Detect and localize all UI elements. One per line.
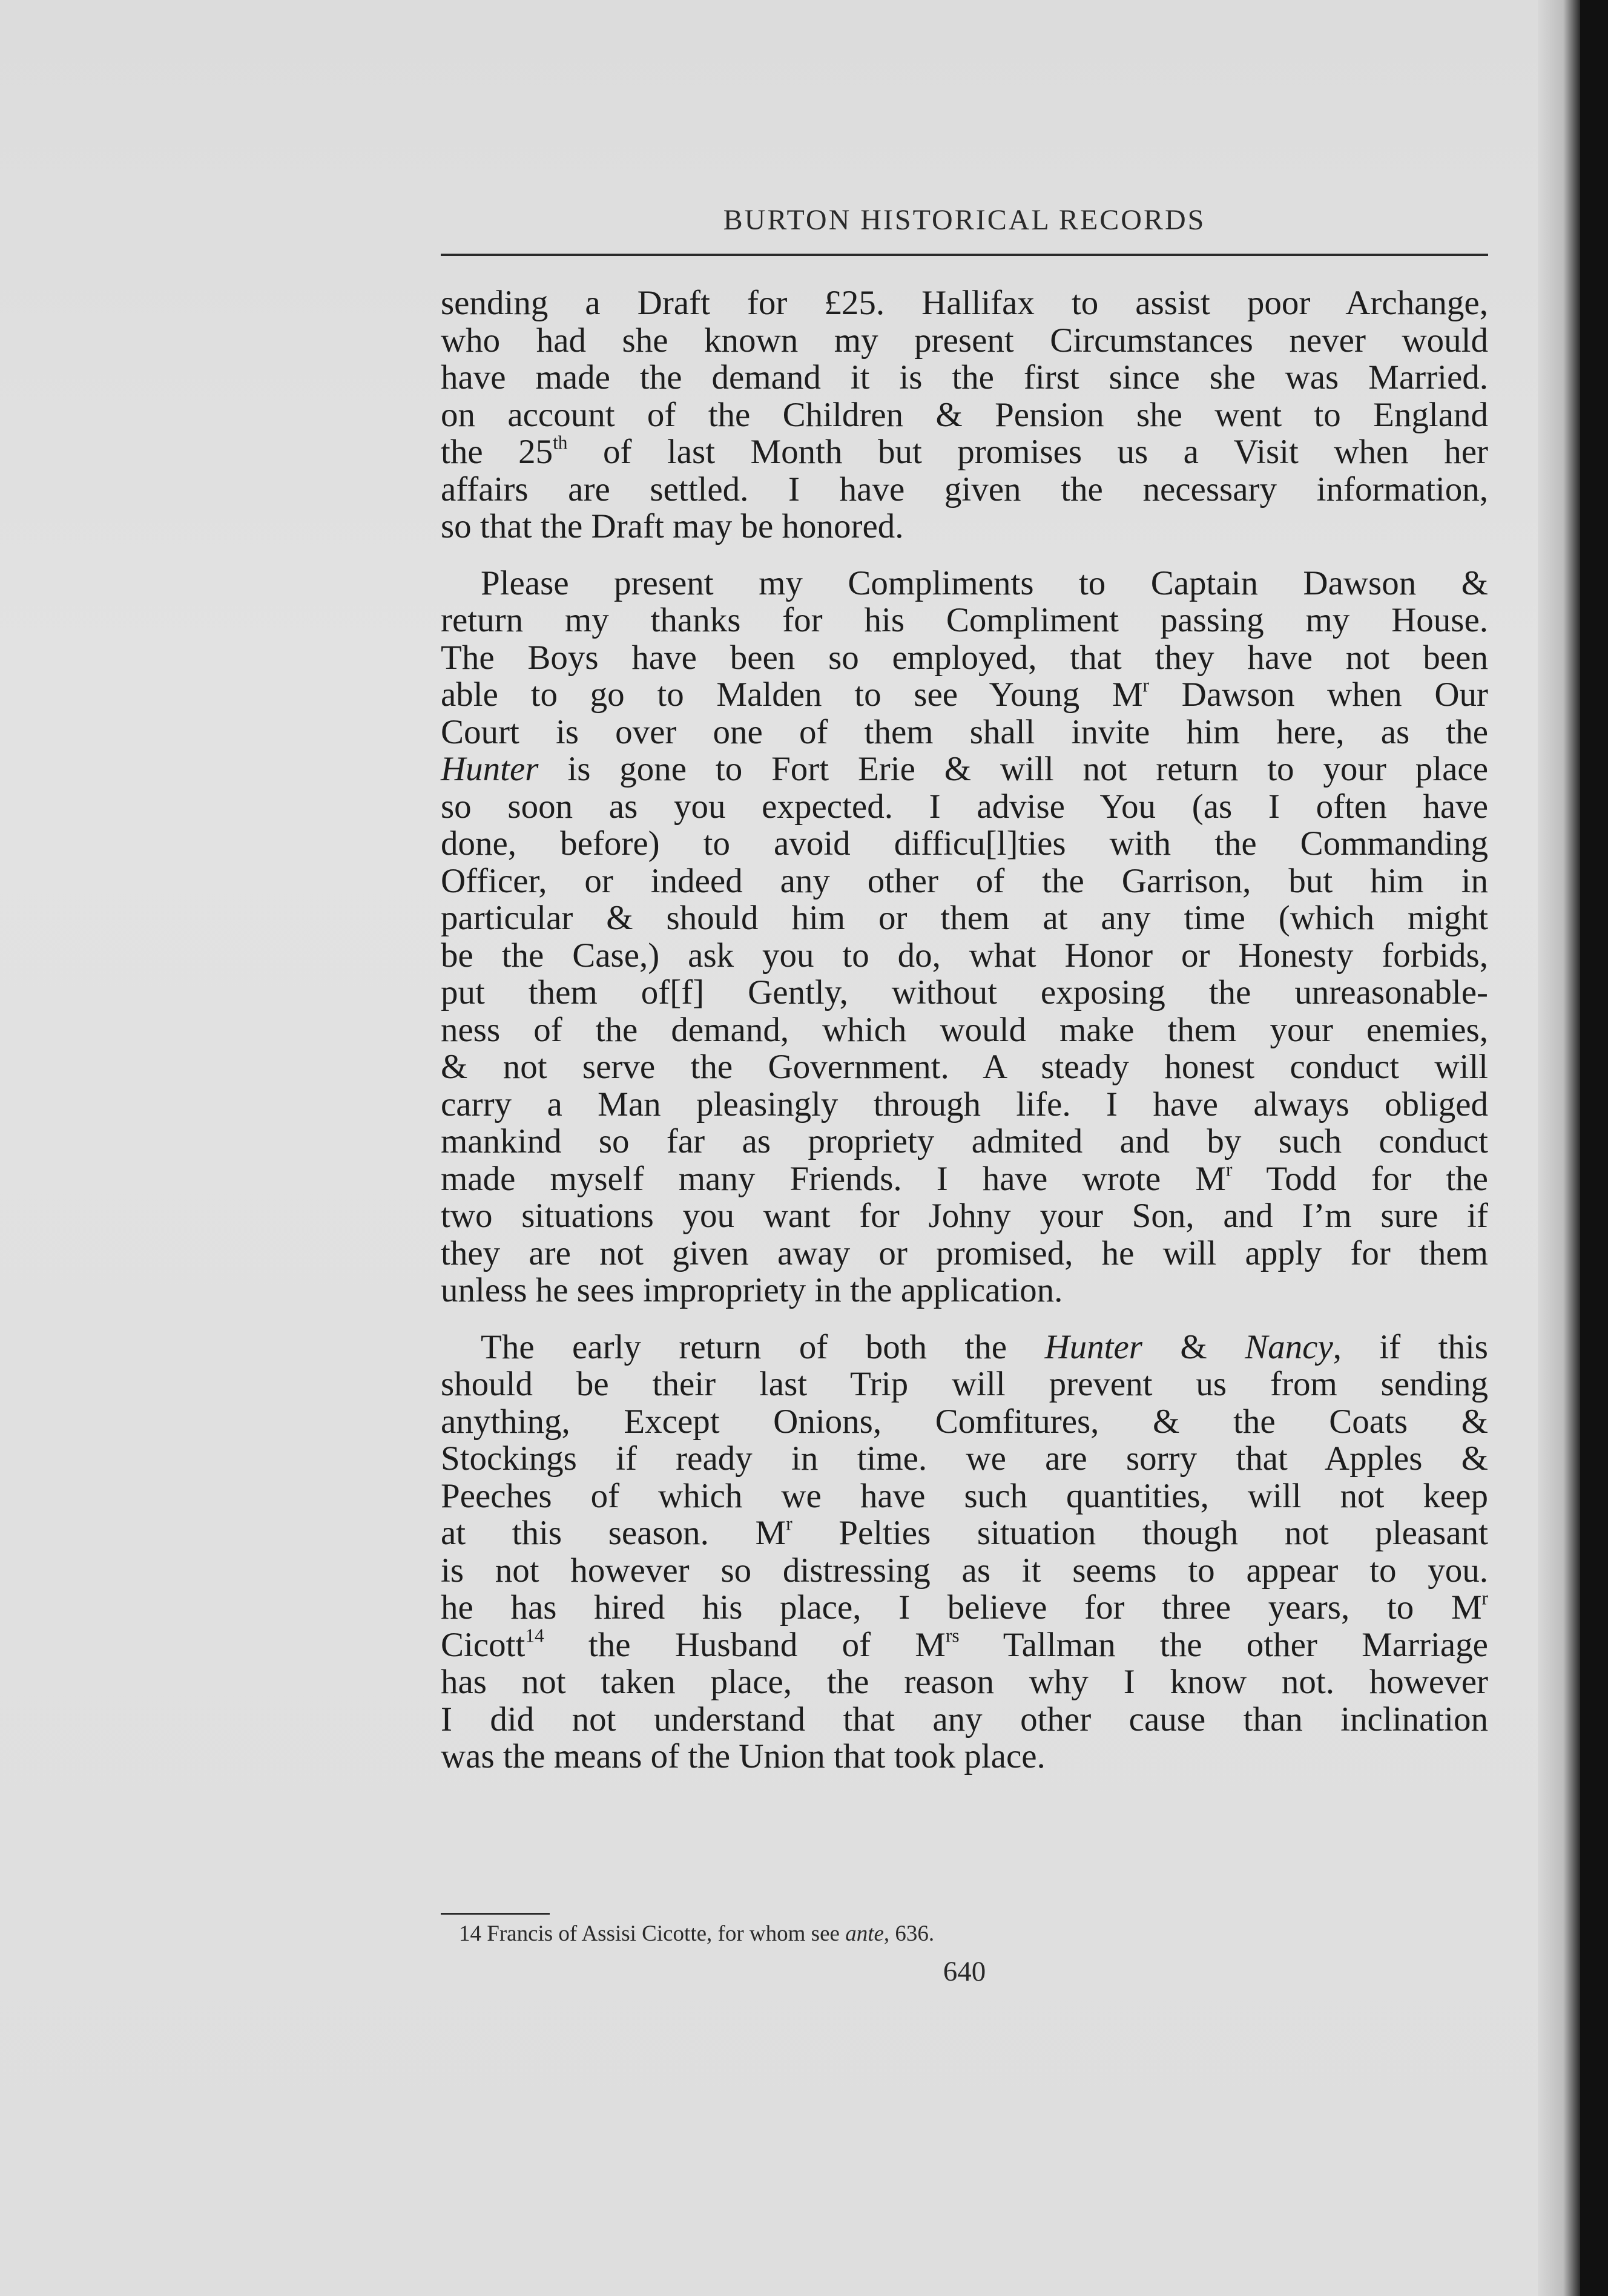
text-run: I did not understand that any other cause than inclination (441, 1700, 1488, 1738)
superscript: r (1225, 1159, 1233, 1180)
text-line (441, 322, 1488, 360)
superscript: 14 (525, 1625, 544, 1646)
text-line (441, 1011, 1488, 1049)
text-line (441, 788, 1488, 826)
text-run: The early return of both the (481, 1327, 1045, 1366)
text-line (441, 433, 1488, 471)
footnote-text: Francis of Assisi Cicotte, for whom see (487, 1921, 846, 1946)
running-head: BURTON HISTORICAL RECORDS (723, 204, 1206, 236)
text-run: , if this (1333, 1327, 1488, 1366)
text-run: & not serve the Government. A steady honest conduct will (441, 1048, 1488, 1086)
header-rule (441, 254, 1488, 256)
text-run: they are not given away or promised, he will apply for them (441, 1234, 1488, 1272)
text-line (441, 676, 1488, 714)
text-run: the 25 (441, 433, 553, 471)
footnote (459, 1919, 934, 1949)
italic-text: Nancy (1245, 1327, 1333, 1366)
torn-page-edge (1538, 0, 1580, 2296)
text-run: sending a Draft for £25. Hallifax to assist poor Archange, (441, 284, 1488, 322)
text-run: return my thanks for his Compliment passing my House. (441, 601, 1488, 639)
footnote-rule (441, 1913, 550, 1915)
text-line (441, 1552, 1488, 1590)
paragraph (441, 565, 1488, 1309)
paragraph-gap (441, 1309, 1488, 1329)
footnote-ref-page: , 636. (883, 1921, 935, 1946)
text-line (441, 825, 1488, 863)
text-run: is not however so distressing as it seems to appear to you. (441, 1551, 1488, 1590)
text-line (441, 1329, 1488, 1366)
text-run: put them of[f] Gently, without exposing the unreasonable- (441, 973, 1488, 1011)
text-run: Pelties situation though not pleasant (792, 1514, 1488, 1552)
text-run: two situations you want for Johny your Son, and I’m sure if (441, 1197, 1488, 1235)
text-run: have made the demand it is the first since she was Married. (441, 358, 1488, 396)
text-line (441, 1478, 1488, 1515)
text-run: affairs are settled. I have given the necessary information, (441, 470, 1488, 508)
text-line (441, 974, 1488, 1011)
text-run: The Boys have been so employed, that they have not been (441, 638, 1488, 677)
text-line (441, 1701, 1488, 1738)
text-run: who had she known my present Circumstances never would (441, 321, 1488, 360)
footnote-ref-italic: ante (845, 1921, 884, 1946)
superscript: rs (945, 1625, 960, 1646)
text-run: at this season. M (441, 1514, 786, 1552)
text-line (441, 1589, 1488, 1627)
text-run: Officer, or indeed any other of the Garrison, but him in (441, 861, 1488, 900)
text-line (441, 1160, 1488, 1198)
paragraph-gap (441, 545, 1488, 565)
text-run: Court is over one of them shall invite him here, as the (441, 712, 1488, 751)
superscript: r (786, 1513, 792, 1535)
text-line (441, 863, 1488, 900)
text-line (441, 1048, 1488, 1086)
text-line (441, 639, 1488, 677)
text-line (441, 471, 1488, 508)
superscript: r (1481, 1587, 1488, 1609)
text-line (441, 602, 1488, 639)
text-line (441, 1086, 1488, 1123)
text-line (441, 1663, 1488, 1701)
text-run: Cicott (441, 1625, 526, 1664)
text-run: Todd for the (1232, 1159, 1488, 1198)
body-text (441, 285, 1488, 1775)
text-run: carry a Man pleasingly through life. I have always obliged (441, 1085, 1488, 1123)
text-run: he has hired his place, I believe for three years, to M (441, 1588, 1482, 1627)
text-line (441, 1366, 1488, 1403)
text-run: able to go to Malden to see Young M (441, 676, 1143, 714)
text-line (441, 1440, 1488, 1478)
text-line (441, 1123, 1488, 1160)
text-line (441, 714, 1488, 751)
text-run: Please present my Compliments to Captain Dawson & (481, 564, 1488, 602)
text-run: unless he sees impropriety in the application. (441, 1271, 1063, 1309)
text-line (441, 900, 1488, 937)
text-run: has not taken place, the reason why I know not. however (441, 1663, 1488, 1701)
footnote-number: 14 (459, 1921, 481, 1946)
text-line (441, 937, 1488, 975)
text-run: the Husband of M (544, 1625, 946, 1664)
text-run: mankind so far as propriety admited and by such conduct (441, 1122, 1488, 1160)
text-run: Dawson when Our (1148, 676, 1488, 714)
text-run: & (1142, 1327, 1245, 1366)
superscript: th (553, 432, 568, 453)
text-run: Stockings if ready in time. we are sorry that Apples & (441, 1439, 1488, 1478)
text-run: was the means of the Union that took place. (441, 1737, 1046, 1775)
text-run: of last Month but promises us a Visit when her (567, 433, 1488, 471)
text-run: Peeches of which we have such quantities, will not keep (441, 1476, 1488, 1515)
text-run: is gone to Fort Erie & will not return to your place (538, 750, 1488, 788)
italic-text: Hunter (441, 750, 539, 788)
text-line (441, 1197, 1488, 1235)
text-line (441, 1515, 1488, 1552)
text-run: done, before) to avoid difficu[l]ties with the Commanding (441, 824, 1488, 863)
text-line (441, 508, 1488, 545)
text-line (441, 751, 1488, 788)
text-run: Tallman the other Marriage (959, 1625, 1488, 1664)
text-run: should be their last Trip will prevent us from sending (441, 1365, 1488, 1403)
text-run: be the Case,) ask you to do, what Honor or Honesty forbids, (441, 936, 1488, 975)
text-line (441, 396, 1488, 434)
superscript: r (1142, 674, 1149, 696)
text-line (441, 1272, 1488, 1309)
text-run: anything, Except Onions, Comfitures, & the Coats & (441, 1402, 1488, 1441)
text-run: on account of the Children & Pension she went to England (441, 395, 1488, 434)
text-run: ness of the demand, which would make them your enemies, (441, 1010, 1488, 1049)
italic-text: Hunter (1044, 1327, 1142, 1366)
text-run: so soon as you expected. I advise You (as I often have (441, 787, 1488, 826)
text-run: particular & should him or them at any time (which might (441, 899, 1488, 937)
text-line (441, 1738, 1488, 1775)
text-run: so that the Draft may be honored. (441, 507, 904, 545)
text-line (441, 565, 1488, 602)
text-line (441, 1403, 1488, 1441)
text-line (441, 359, 1488, 396)
paragraph (441, 1329, 1488, 1775)
text-line (441, 1627, 1488, 1664)
paragraph (441, 285, 1488, 545)
text-line (441, 285, 1488, 322)
text-run: made myself many Friends. I have wrote M (441, 1159, 1226, 1198)
page-number: 640 (943, 1956, 986, 1987)
text-line (441, 1235, 1488, 1272)
